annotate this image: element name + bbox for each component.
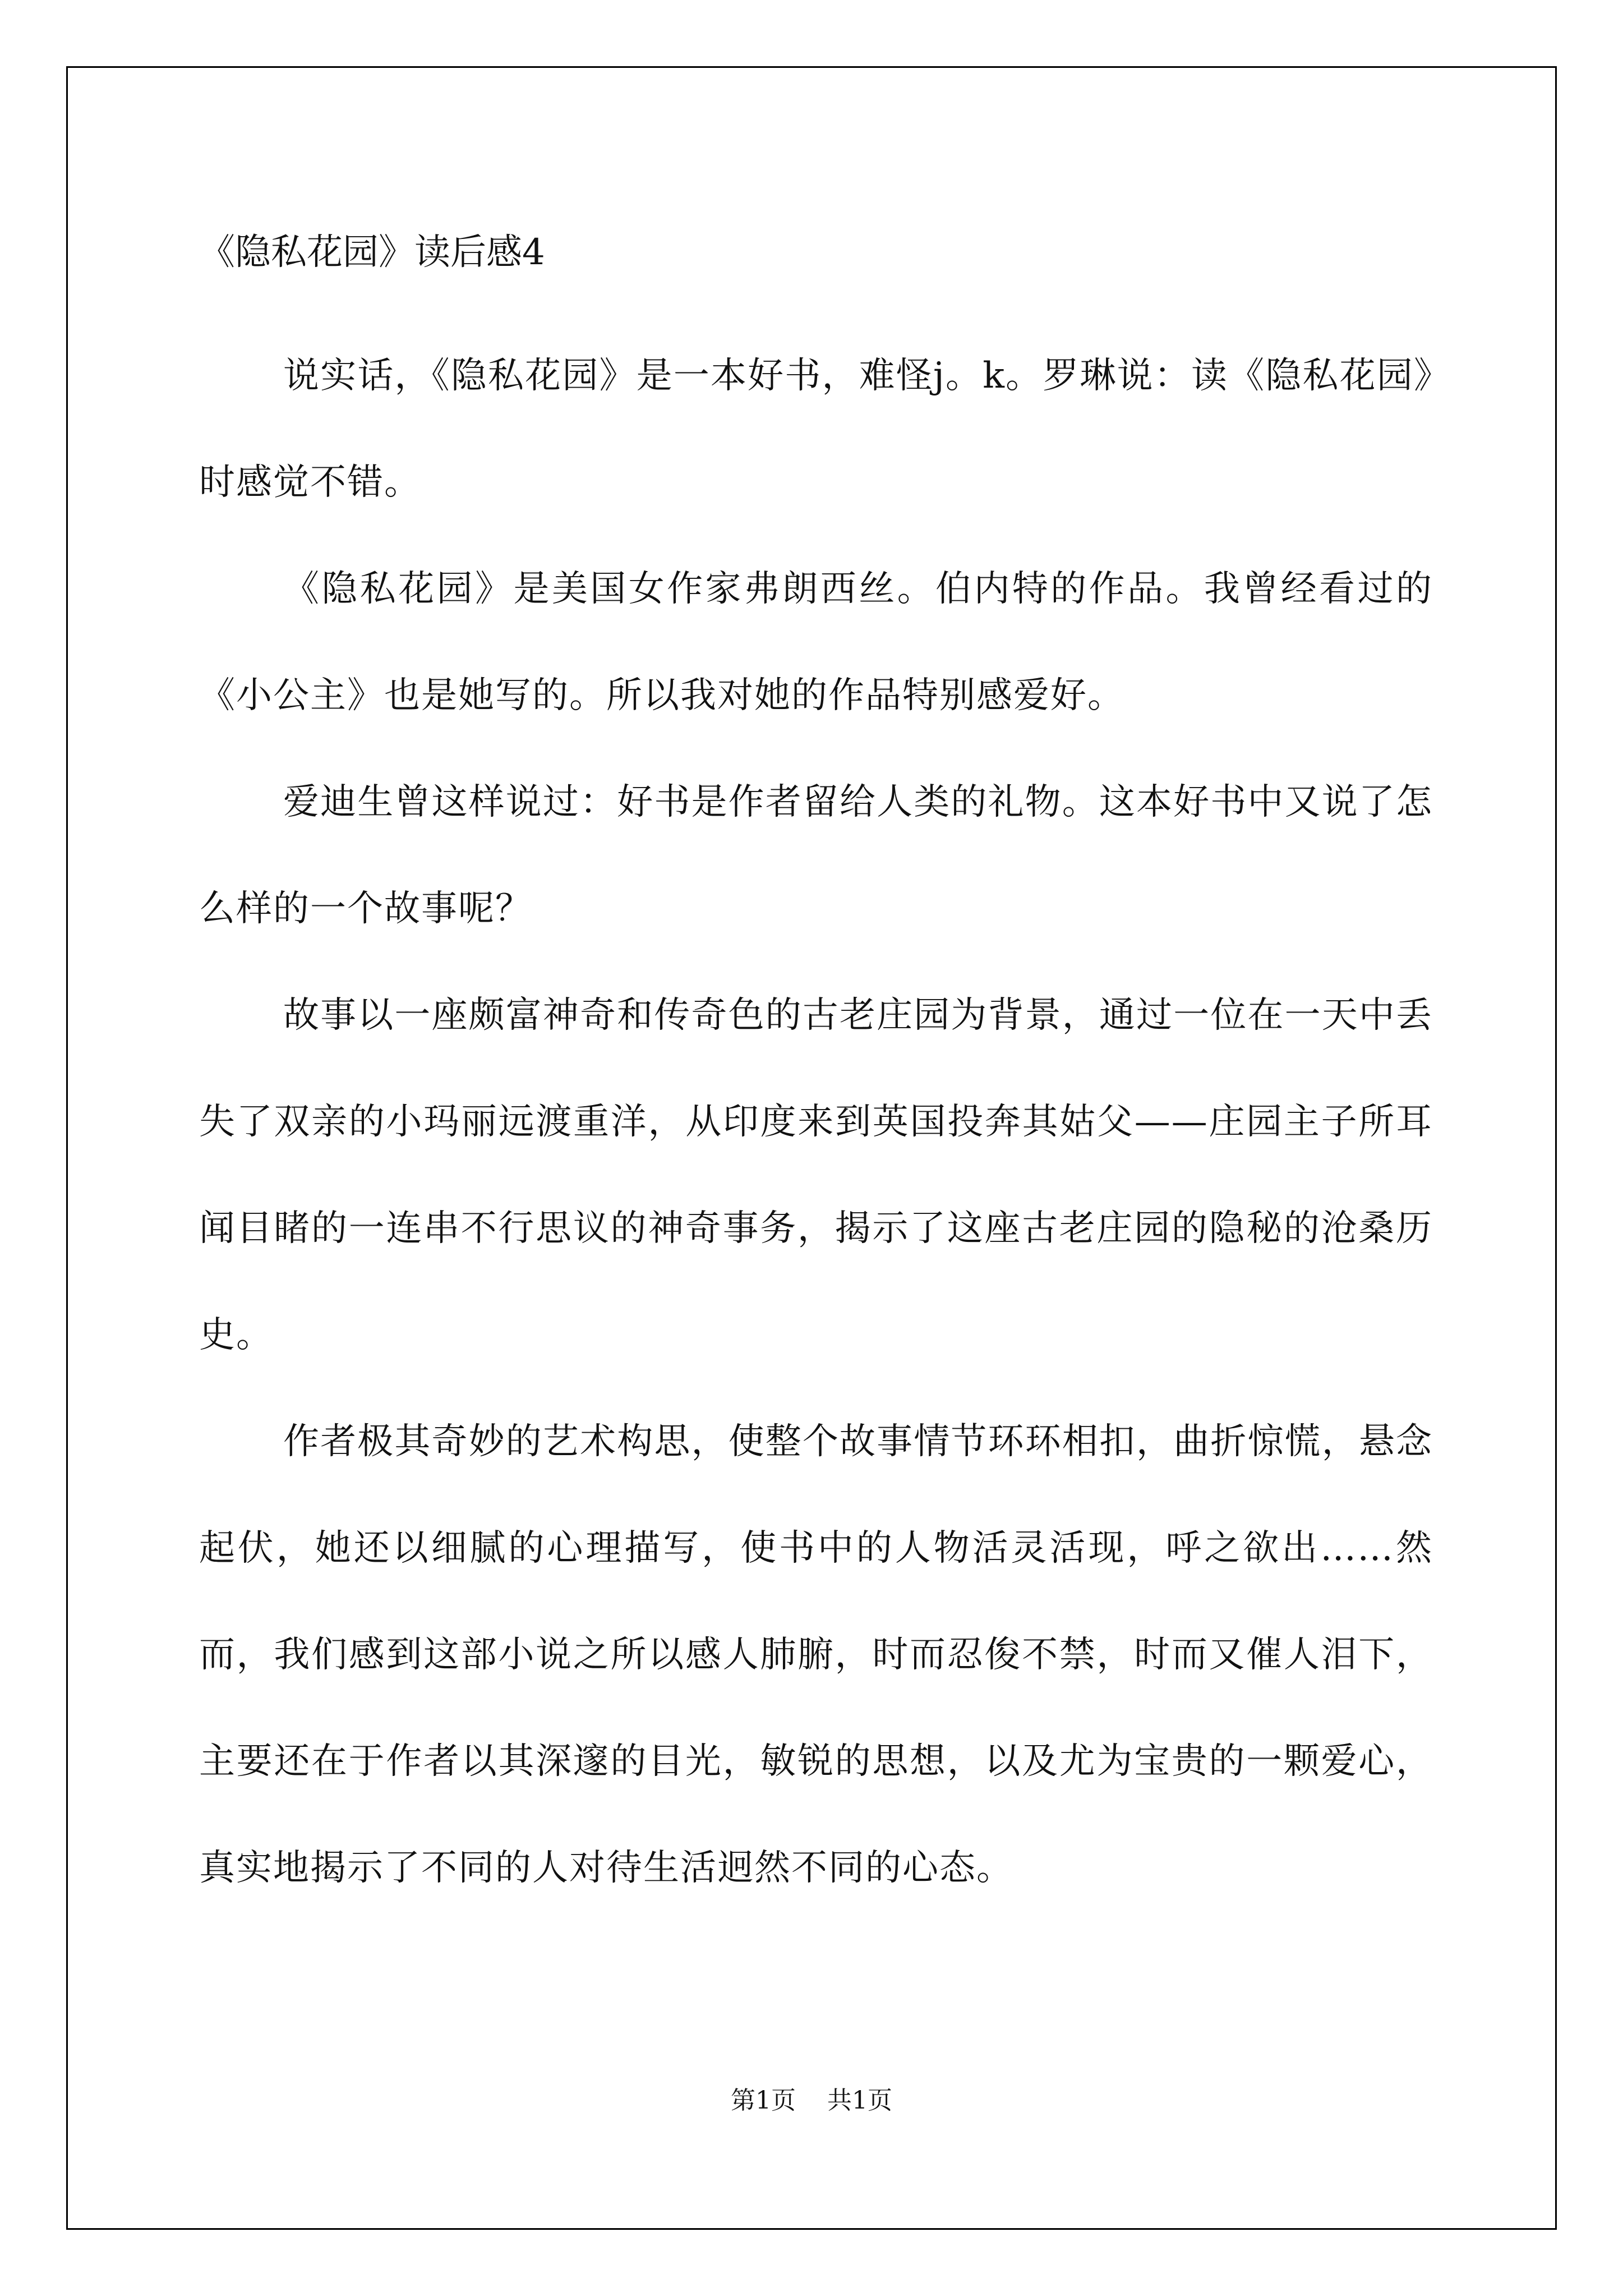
paragraph-2: 《隐私花园》是美国女作家弗朗西丝。伯内特的作品。我曾经看过的《小公主》也是她写的。所以我对她的作品特别感爱好。 [199,568,1433,716]
page-number: 第1页 [731,2086,796,2115]
paragraph-4: 故事以一座颇富神奇和传奇色的古老庄园为背景，通过一位在一天中丢失了双亲的小玛丽远渡重洋，从印度来到英国投奔其姑父——庄园主子所耳闻目睹的一连串不行思议的神奇事务，揭示了这座古老庄园的隐秘的沧桑历史。 [199,995,1433,1356]
document-title: 《隐私花园》读后感4 [199,232,545,273]
footer-spacer [796,2086,827,2115]
page-total: 共1页 [827,2086,892,2115]
page-footer [0,2084,1623,2118]
paragraph-3: 爱迪生曾这样说过：好书是作者留给人类的礼物。这本好书中又说了怎么样的一个故事呢？ [199,781,1433,930]
paragraph-1: 说实话，《隐私花园》是一本好书，难怪j。k。罗琳说：读《隐私花园》时感觉不错。 [199,355,1433,503]
paragraph-5: 作者极其奇妙的艺术构思，使整个故事情节环环相扣，曲折惊慌，悬念起伏，她还以细腻的心理描写，使书中的人物活灵活现，呼之欲出……然而，我们感到这部小说之所以感人肺腑，时而忍俊不禁，时而又催人泪下，主要还在于作者以其深邃的目光，敏锐的思想，以及尤为宝贵的一颗爱心，真实地揭示了不同的人对待生活迥然不同的心态。 [199,1421,1433,1889]
document-body [199,210,1433,1921]
